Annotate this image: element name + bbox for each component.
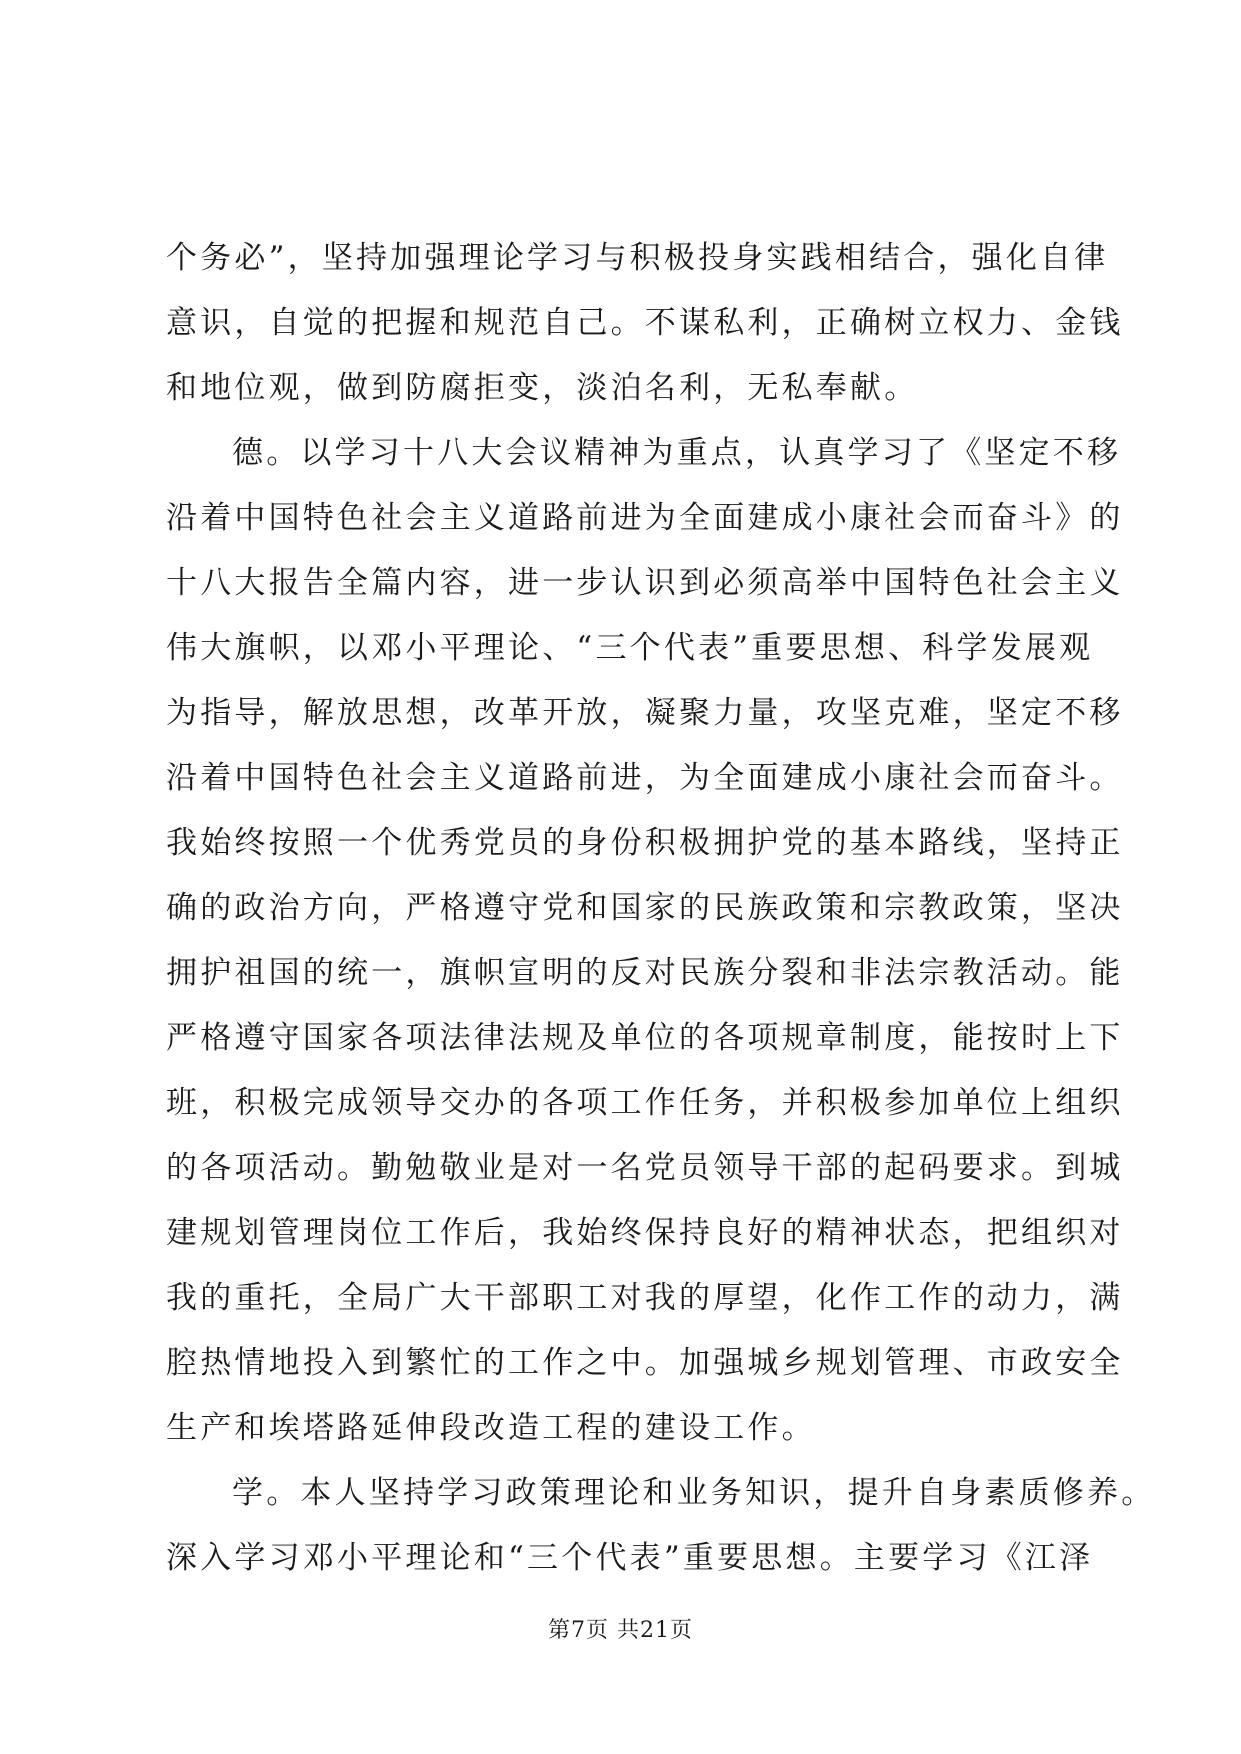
text-line: 建规划管理岗位工作后，我始终保持良好的精神状态，把组织对 bbox=[166, 1215, 1124, 1251]
text-line: 伟大旗帜，以邓小平理论、“三个代表”重要思想、科学发展观 bbox=[166, 630, 1094, 666]
paragraph-start-line: 学。本人坚持学习政策理论和业务知识，提升自身素质修养。 bbox=[232, 1475, 1156, 1511]
text-line: 和地位观，做到防腐拒变，淡泊名利，无私奉献。 bbox=[166, 370, 919, 406]
text-line: 沿着中国特色社会主义道路前进为全面建成小康社会而奋斗》的 bbox=[166, 500, 1124, 536]
text-line: 我始终按照一个优秀党员的身份积极拥护党的基本路线，坚持正 bbox=[166, 825, 1124, 861]
text-line: 十八大报告全篇内容，进一步认识到必须高举中国特色社会主义 bbox=[166, 565, 1124, 601]
text-line: 腔热情地投入到繁忙的工作之中。加强城乡规划管理、市政安全 bbox=[166, 1345, 1124, 1381]
text-line: 班，积极完成领导交办的各项工作任务，并积极参加单位上组织 bbox=[166, 1085, 1124, 1121]
text-line: 意识，自觉的把握和规范自己。不谋私利，正确树立权力、金钱 bbox=[166, 305, 1124, 341]
text-line: 个务必”，坚持加强理论学习与积极投身实践相结合，强化自律 bbox=[166, 240, 1109, 276]
text-line: 生产和埃塔路延伸段改造工程的建设工作。 bbox=[166, 1410, 816, 1446]
document-body bbox=[166, 226, 1156, 1591]
text-line: 为指导，解放思想，改革开放，凝聚力量，攻坚克难，坚定不移 bbox=[166, 695, 1124, 731]
text-line: 拥护祖国的统一，旗帜宣明的反对民族分裂和非法宗教活动。能 bbox=[166, 955, 1124, 991]
page-number-footer: 第7页 共21页 bbox=[548, 1618, 693, 1643]
text-line: 沿着中国特色社会主义道路前进，为全面建成小康社会而奋斗。 bbox=[166, 760, 1124, 796]
text-line: 深入学习邓小平理论和“三个代表”重要思想。主要学习《江泽 bbox=[166, 1540, 1094, 1576]
text-line: 确的政治方向，严格遵守党和国家的民族政策和宗教政策，坚决 bbox=[166, 890, 1124, 926]
paragraph-start-line: 德。以学习十八大会议精神为重点，认真学习了《坚定不移 bbox=[232, 435, 1122, 471]
text-line: 我的重托，全局广大干部职工对我的厚望，化作工作的动力，满 bbox=[166, 1280, 1124, 1316]
text-line: 严格遵守国家各项法律法规及单位的各项规章制度，能按时上下 bbox=[166, 1020, 1124, 1056]
text-line: 的各项活动。勤勉敬业是对一名党员领导干部的起码要求。到城 bbox=[166, 1150, 1124, 1186]
